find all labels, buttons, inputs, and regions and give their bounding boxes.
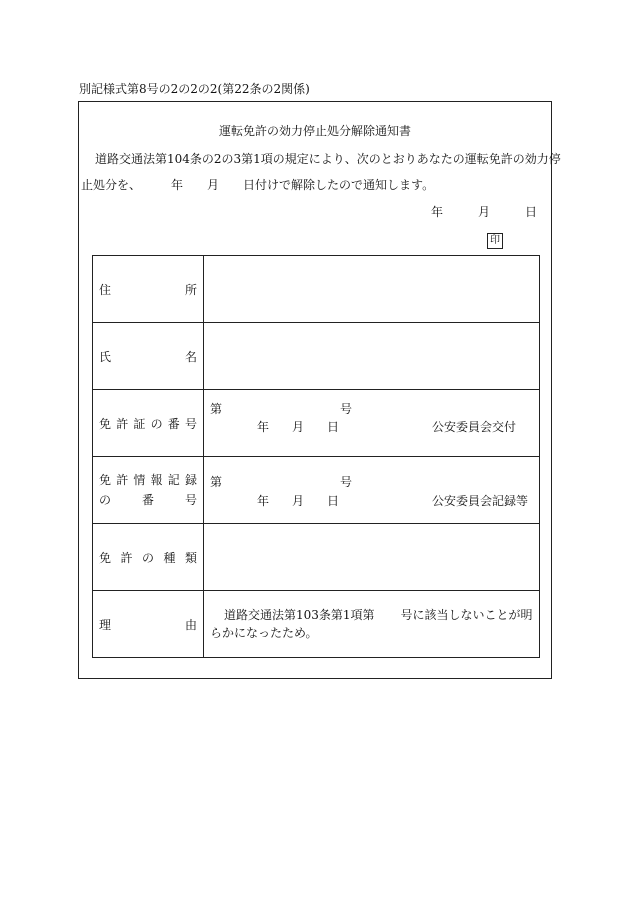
notice-body-year: 年 xyxy=(171,178,184,192)
notice-frame xyxy=(78,101,561,679)
reason-label: 理 由 xyxy=(93,591,204,658)
license-type-value xyxy=(204,524,540,591)
reason-value xyxy=(204,591,540,658)
table-row xyxy=(93,390,540,457)
license-type-label: 免 許 の 種 類 xyxy=(93,524,204,591)
form-number: 別記様式第8号の2の2の2(第22条の2関係) xyxy=(79,82,310,96)
license-number-value: 第 号 年 月 日 公安委員会交付 xyxy=(204,390,540,457)
notice-body xyxy=(81,146,561,198)
name-label: 氏 名 xyxy=(93,323,204,390)
license-number-label: 免 許 証 の 番 号 xyxy=(93,390,204,457)
license-record-value: 第 号 年 月 日 公安委員会記録等 xyxy=(204,457,540,524)
date-day: 日 xyxy=(525,205,538,219)
date-month: 月 xyxy=(478,205,491,219)
table-row xyxy=(93,591,540,658)
address-label: 住 所 xyxy=(93,256,204,323)
notice-body-line1: 道路交通法第104条の2の3第1項の規定により、次のとおりあなたの運転免許の効力停 xyxy=(95,152,561,166)
license-info-table xyxy=(92,255,540,658)
notice-body-prefix: 止処分を、 xyxy=(81,178,142,192)
notice-title: 運転免許の効力停止処分解除通知書 xyxy=(218,124,411,138)
table-row xyxy=(93,457,540,524)
seal-mark: 印 xyxy=(487,233,503,249)
table-row xyxy=(93,256,540,323)
name-value xyxy=(204,323,540,390)
date-year: 年 xyxy=(431,205,444,219)
address-value xyxy=(204,256,540,323)
notice-body-line2 xyxy=(81,172,549,198)
notice-body-suffix: 日付けで解除したので通知します。 xyxy=(243,178,435,192)
table-row xyxy=(93,524,540,591)
table-row xyxy=(93,323,540,390)
license-record-label: 免 許 情 報 記 録 の 番 号 xyxy=(93,457,204,524)
notice-body-month: 月 xyxy=(207,178,220,192)
reason-text: 道路交通法第103条第1項第 号に該当しないことが明らかになったため。 xyxy=(210,608,533,640)
